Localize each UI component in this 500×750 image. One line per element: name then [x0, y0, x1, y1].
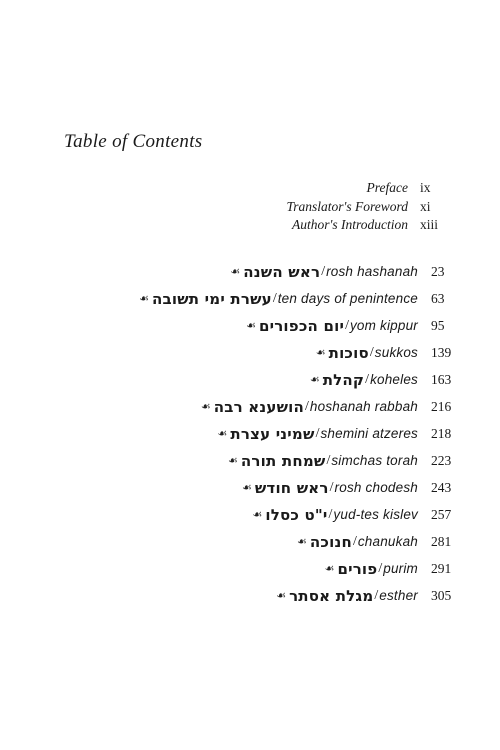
front-matter-label: Translator's Foreword [286, 198, 408, 214]
front-matter-page: ix [420, 180, 431, 195]
title-separator: / [328, 506, 333, 522]
entry-hebrew-title: יום הכפורים [258, 316, 345, 335]
front-matter-page: xi [420, 198, 431, 214]
ornament-icon: ☙ [324, 563, 335, 575]
ornament-icon: ☙ [315, 347, 326, 359]
title-separator: / [272, 290, 277, 306]
ornament-icon: ☙ [252, 509, 263, 521]
entry-page-number: 257 [431, 506, 452, 522]
entry-english-title: simchas torah [331, 453, 418, 468]
toc-entry [30, 501, 470, 528]
entry-title [252, 506, 418, 524]
entry-english-title: shemini atzeres [320, 426, 418, 441]
toc-entry [30, 420, 470, 447]
title-separator: / [326, 452, 331, 468]
entry-hebrew-title: סוכות [328, 343, 369, 362]
entry-hebrew-title: שמיני עצרת [230, 424, 315, 443]
ornament-icon: ☙ [246, 320, 256, 332]
ornament-icon: ☙ [217, 428, 228, 440]
front-matter-item [126, 199, 446, 218]
entry-hebrew-title: ראש חודש [254, 478, 329, 497]
ornament-icon: ☙ [230, 266, 241, 278]
ornament-icon: ☙ [309, 374, 320, 386]
title-separator: / [345, 317, 349, 333]
ornament-icon: ☙ [139, 293, 150, 305]
entry-hebrew-title: י"ט כסלו [265, 505, 328, 524]
front-matter-list [126, 180, 446, 236]
entry-title [242, 479, 418, 497]
entry-page-number: 218 [431, 425, 452, 441]
entry-title [316, 344, 418, 362]
entry-english-title: chanukah [357, 534, 418, 549]
entry-page-number: 305 [431, 587, 452, 603]
title-separator: / [321, 263, 326, 279]
entry-title [201, 398, 418, 416]
entry-english-title: rosh chodesh [334, 480, 418, 495]
entry-page-number: 23 [431, 263, 445, 279]
entry-hebrew-title: פורים [337, 559, 378, 578]
front-matter-page: xiii [420, 217, 439, 232]
title-separator: / [369, 344, 374, 360]
title-separator: / [305, 398, 309, 414]
entry-english-title: ten days of penintence [277, 291, 418, 306]
ornament-icon: ☙ [241, 482, 252, 494]
entry-page-number: 216 [431, 398, 452, 414]
title-separator: / [352, 533, 357, 549]
entry-hebrew-title: הושענא רבה [213, 397, 305, 416]
entry-hebrew-title: חנוכה [309, 532, 352, 551]
toc-entry [30, 393, 470, 420]
entry-title [276, 587, 418, 605]
front-matter-label: Preface [366, 180, 408, 195]
entry-title [228, 452, 418, 470]
ornament-icon: ☙ [200, 401, 211, 413]
entry-page-number: 63 [431, 290, 445, 306]
entry-title [139, 290, 418, 308]
front-matter-item [126, 180, 446, 199]
toc-entry [30, 285, 470, 312]
entry-title [297, 533, 418, 551]
entry-english-title: yom kippur [349, 318, 418, 333]
entry-title [230, 263, 418, 281]
entry-english-title: yud-tes kislev [333, 507, 418, 522]
title-separator: / [374, 587, 379, 603]
toc-entry [30, 312, 470, 339]
toc-entries [30, 258, 470, 609]
entry-english-title: purim [383, 561, 418, 576]
entry-title [218, 425, 418, 443]
entry-page-number: 281 [431, 533, 452, 549]
toc-entry [30, 474, 470, 501]
title-separator: / [365, 371, 370, 387]
entry-hebrew-title: קהלת [322, 370, 365, 389]
entry-page-number: 163 [431, 371, 452, 387]
entry-hebrew-title: שמחת תורה [240, 451, 326, 470]
entry-english-title: hoshanah rabbah [309, 399, 418, 414]
entry-english-title: sukkos [374, 345, 418, 360]
title-separator: / [329, 479, 334, 495]
entry-page-number: 139 [431, 344, 452, 360]
toc-entry [30, 366, 470, 393]
ornament-icon: ☙ [276, 590, 287, 602]
toc-entry [30, 339, 470, 366]
page-title: Table of Contents [64, 131, 203, 152]
toc-entry [30, 555, 470, 582]
title-separator: / [315, 425, 320, 441]
entry-title [246, 317, 418, 335]
toc-entry [30, 582, 470, 609]
ornament-icon: ☙ [228, 455, 238, 467]
ornament-icon: ☙ [297, 536, 307, 548]
front-matter-item [126, 217, 446, 236]
entry-english-title: esther [379, 588, 418, 603]
entry-title [310, 371, 418, 389]
entry-page-number: 95 [431, 317, 445, 333]
toc-entry [30, 258, 470, 285]
entry-title [325, 560, 418, 578]
entry-hebrew-title: עשרת ימי תשובה [152, 289, 272, 308]
entry-hebrew-title: ראש השנה [243, 262, 321, 281]
front-matter-label: Author's Introduction [291, 217, 408, 232]
entry-page-number: 291 [431, 560, 452, 576]
title-separator: / [378, 560, 383, 576]
toc-entry [30, 447, 470, 474]
entry-english-title: koheles [370, 372, 418, 387]
entry-page-number: 223 [431, 452, 452, 468]
entry-hebrew-title: מגלת אסתר [289, 586, 374, 605]
entry-english-title: rosh hashanah [326, 264, 418, 279]
entry-page-number: 243 [431, 479, 452, 495]
toc-entry [30, 528, 470, 555]
